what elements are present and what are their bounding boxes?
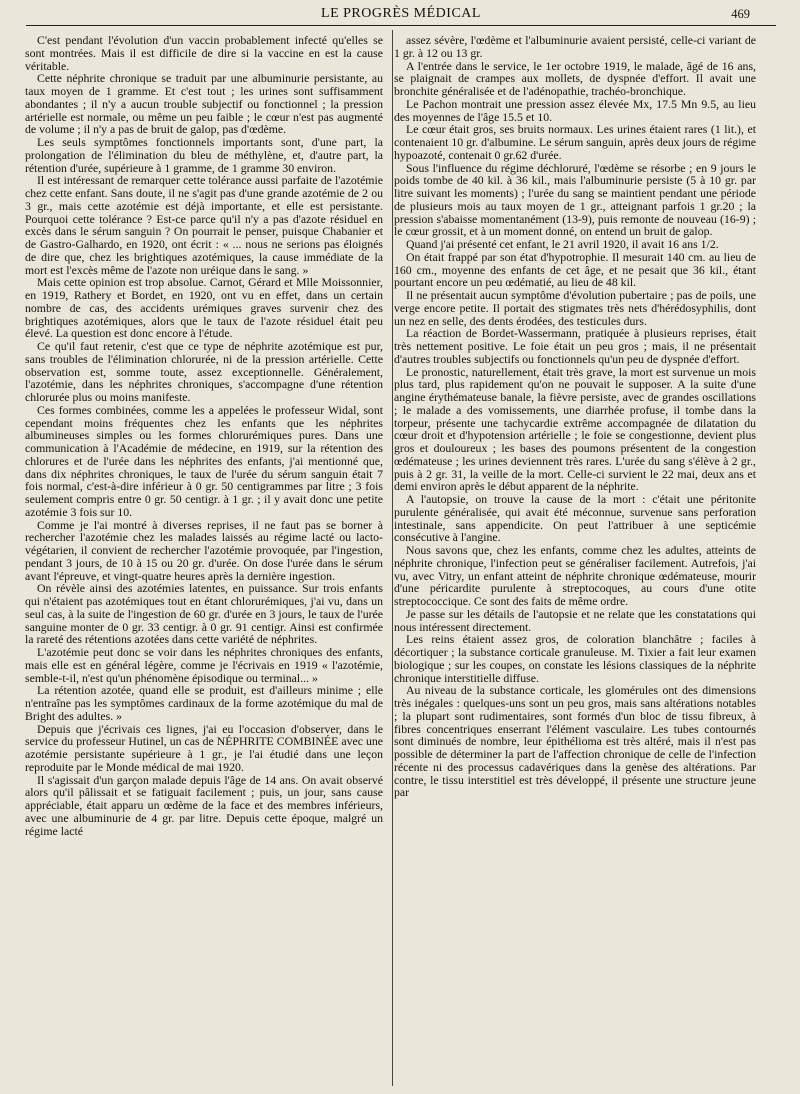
page-header	[26, 6, 776, 24]
paragraph: Quand j'ai présenté cet enfant, le 21 avril 1920, il avait 16 ans 1/2.	[406, 237, 719, 251]
page-number: 469	[731, 7, 750, 21]
paragraph: Le pronostic, naturellement, était très grave, la mort est survenue un mois plus tard, plus rapidement qu'on ne pouvait le supposer. A la suite d'une angine érythémateuse banale, la fièvre persiste, avec de grandes oscillations ; le malade a des vomissements, une diarrhée profuse, il tombe dans la torpeur, présente une tachycardie extrême accompagnée de dilatation du cœur droit et d'hypotension artérielle ; le foie se congestionne, devient plus gros et douloureux ; les bases des poumons présentent de la congestion œdémateuse ; les urines deviennent très rares. L'urée du sang s'élève à 2 gr., puis à 2 gr. 31, la veille de la mort. Celle-ci survient le 22 mai, deux ans et demi environ après le début apparent de la néphrite.	[394, 364, 756, 494]
paragraph: Mais cette opinion est trop absolue. Carnot, Gérard et Mlle Moissonnier, en 1919, Rathery et Bordet, en 1920, ont vu en effet, dans un certain nombre de cas, des accidents urémiques graves survenir chez des brightiques azotémiques, alors que le taux de l'azote résiduel était peu élevé. La question est donc encore à l'étude.	[25, 275, 383, 341]
paragraph: Ce qu'il faut retenir, c'est que ce type de néphrite azotémique est pur, sans troubles de l'élimination chlorurée, ni de la pression artérielle. Cette observation est, somme toute, assez exceptionnelle. Généralement, l'azotémie, dans les néphrites chroniques, s'accompagne d'une rétention chlorurée plus ou moins manifeste.	[25, 339, 383, 404]
paragraph: Depuis que j'écrivais ces lignes, j'ai eu l'occasion d'observer, dans le service du professeur Hutinel, un cas de NÉPHRITE COMBINÉE avec une azotémie persistante supérieure à 1 gr., je l'ai étudié dans une leçon reproduite par le Monde médical de mai 1920.	[25, 721, 383, 774]
paragraph: Le Pachon montrait une pression assez élevée Mx, 17.5 Mn 9.5, au lieu des moyennes de l'âge 15.5 et 10.	[394, 96, 756, 124]
paragraph: Cette néphrite chronique se traduit par une albuminurie persistante, au taux moyen de 1 gramme. Et c'est tout ; les urines sont suffisamment abondantes ; il n'y a aucun trouble subjectif ou fonctionnel ; la pression artérielle est normale, ou même un peu faible ; le cœur n'est pas augmenté de volume ; il n'y a pas de bruit de galop, pas d'œdème.	[25, 71, 383, 137]
paragraph: Le cœur était gros, ses bruits normaux. Les urines étaient rares (1 lit.), et contenaient 10 gr. d'albumine. Le sérum sanguin, après deux jours de régime hypoazoté, contenait 0 gr.62 d'urée.	[394, 122, 756, 162]
paragraph: Il ne présentait aucun symptôme d'évolution pubertaire ; pas de poils, une verge encore petite. Il portait des stigmates très nets d'hérédosyphilis, dont un nez en selle, des dents érodées, des testicules durs.	[394, 288, 756, 328]
journal-title: LE PROGRÈS MÉDICAL	[321, 6, 481, 21]
paragraph: Les reins étaient assez gros, de coloration blanchâtre ; faciles à décortiquer ; la substance corticale granuleuse. M. Tixier a fait leur examen biologique ; sur les coupes, on constate les lésions classiques de la néphrite chronique interstitielle diffuse.	[394, 632, 756, 685]
paragraph: La réaction de Bordet-Wassermann, pratiquée à plusieurs reprises, était très nettement positive. Le foie était un peu gros ; mais, il ne présentait d'autres troubles subjectifs ou fonctionnels qu'un peu de dyspnée d'effort.	[394, 326, 756, 366]
paragraph: Au niveau de la substance corticale, les glomérules ont des dimensions très inégales : quelques-uns sont un peu gros, mais sans altérations notables ; la plupart sont rudimentaires, sont formés d'un bloc de tissu fibreux, à fibres concentriques enserrant l'élément vasculaire. Les tubes contournés sont diminués de nombre, leur épithélioma est très altéré, mais il n'est pas possible de déterminer la part de l'affection chronique de celle de l'infection récente ni des processus cadavériques dans la genèse des altérations. Par contre, le tissu interstitiel est très développé, il présente une structure jeune par	[394, 683, 756, 800]
paragraph: C'est pendant l'évolution d'un vaccin probablement infecté qu'elles se sont montrées. Mais il est difficile de dire si la vaccine en est la cause véritable.	[25, 34, 383, 73]
paragraph: A l'autopsie, on trouve la cause de la mort : c'était une péritonite purulente généralisée, qui avait été méconnue, survenue sans perforation intestinale, sans appendicite. On peut l'attribuer à une septicémie consécutive à l'angine.	[394, 492, 756, 545]
paragraph: Les seuls symptômes fonctionnels importants sont, d'une part, la prolongation de l'élimination du bleu de méthylène, et, d'autre part, la rétention d'urée, supérieure à 1 gramme, de 1 gramme 30 environ.	[25, 135, 383, 175]
paragraph: Il est intéressant de remarquer cette tolérance aussi parfaite de l'azotémie chez cette enfant. Sans doute, il ne s'agit pas d'une grande azotémie de 2 ou 3 gr., mais cette azotémie est déjà importante, et elle est persistante. Pourquoi cette tolérance ? Est-ce parce qu'il n'y a pas d'azote résiduel en excès dans le sérum sanguin ? On pourrait le penser, puisque Chabanier et de Gastro-Galhardo, en 1920, ont écrit : « ... nous ne serions pas éloignés de dire que, chez les brightiques azotémiques, la cause immédiate de la mort est l'excès même de l'azote non uréique dans le sang. »	[25, 173, 383, 277]
paragraph: Sous l'influence du régime déchloruré, l'œdème se résorbe ; en 9 jours le poids tombe de 40 kil. à 36 kil., mais l'albuminurie persiste (5 à 10 gr. par litre suivant les moments) ; l'urée du sang se maintient pendant une période de plusieurs mois au taux moyen de 1 gr., atteignant parfois 1 gr.20 ; la pression s'abaisse momentanément (13-9), puis remonte de nouveau (16-9) ; le cœur grossit, et à un moment donné, on entend un bruit de galop.	[394, 160, 756, 239]
column-divider	[392, 30, 393, 1086]
left-column	[25, 34, 383, 1088]
paragraph: Nous savons que, chez les enfants, comme chez les adultes, atteints de néphrite chronique, l'infection peut se généraliser facilement. Autrefois, j'ai vu, avec Vitry, un enfant atteint de néphrite chronique œdémateuse, mourir d'une péricardite purulente à streptocoques, au cours d'une otite streptococcique. Ce sont des faits de même ordre.	[394, 543, 756, 608]
right-column	[394, 34, 756, 1088]
paragraph: Ces formes combinées, comme les a appelées le professeur Widal, sont cependant moins fréquentes chez les enfants que les néphrites albumineuses simples ou les formes chlorurémiques pures. Dans une communication à l'Académie de médecine, en 1919, sur la rétention des chlorures et de l'urée dans les néphrites des enfants, j'ai mentionné que, dans dix néphrites chroniques, le taux de l'urée du sérum sanguin était 7 fois normal, c'est-à-dire inférieur à 0 gr. 50 centigrammes par litre ; 3 fois seulement compris entre 0 gr. 50 centigr. à 1 gr. ; il y avait donc une petite azotémie 3 fois sur 10.	[25, 402, 383, 519]
paragraph: On était frappé par son état d'hypotrophie. Il mesurait 140 cm. au lieu de 160 cm., moyenne des enfants de cet âge, et ne pesait que 36 kil., étant pourtant encore un peu œdématié, au lieu de 48 kil.	[394, 249, 756, 290]
header-rule	[26, 25, 776, 26]
paragraph: Comme je l'ai montré à diverses reprises, il ne faut pas se borner à rechercher l'azotémie chez les malades laissés au régime lacté ou lacto-végétarien, il convient de rechercher l'azotémie provoquée, par l'ingestion, pendant 3 jours, de 10 à 15 ou 20 gr. d'urée. On dose l'urée dans le sérum avant l'épreuve, et vingt-quatre heures après la dernière ingestion.	[25, 517, 383, 583]
paragraph: La rétention azotée, quand elle se produit, est d'ailleurs minime ; elle n'entraîne pas les symptômes cardinaux de la forme azotémique du mal de Bright des adultes. »	[25, 683, 383, 723]
paragraph: Je passe sur les détails de l'autopsie et ne relate que les constatations qui nous intéressent directement.	[394, 606, 756, 634]
paragraph: A l'entrée dans le service, le 1er octobre 1919, le malade, âgé de 16 ans, se plaignait de crampes aux mollets, de dyspnée d'effort. Il avait une bronchite généralisée et de l'adénopathie, trachéo-bronchique.	[394, 58, 756, 98]
paragraph: L'azotémie peut donc se voir dans les néphrites chroniques des enfants, mais elle est en général légère, comme je l'écrivais en 1919 « l'azotémie, semble-t-il, n'est qu'un phénomène épisodique ou terminal... »	[25, 645, 383, 685]
paragraph: Il s'agissait d'un garçon malade depuis l'âge de 14 ans. On avait observé alors qu'il pâlissait et se fatiguait facilement ; puis, un jour, sans cause appréciable, était apparu un œdème de la face et des membres inférieurs, avec une albuminurie de 4 gr. par litre. Depuis cette époque, malgré un régime lacté	[25, 772, 383, 838]
paragraph: On révèle ainsi des azotémies latentes, en puissance. Sur trois enfants qui n'étaient pas azotémiques tout en étant chlorurémiques, j'ai vu, dans un seul cas, à la suite de l'ingestion de 60 gr. d'urée en 3 jours, le taux de l'urée sanguine monter de 0 gr. 33 centigr. à 0 gr. 91 centigr. Ainsi est confirmée la rareté des rétentions azotées dans cette variété de néphrites.	[25, 581, 383, 647]
paragraph: assez sévère, l'œdème et l'albuminurie avaient persisté, celle-ci variant de 1 gr. à 12 ou 13 gr.	[394, 34, 756, 60]
